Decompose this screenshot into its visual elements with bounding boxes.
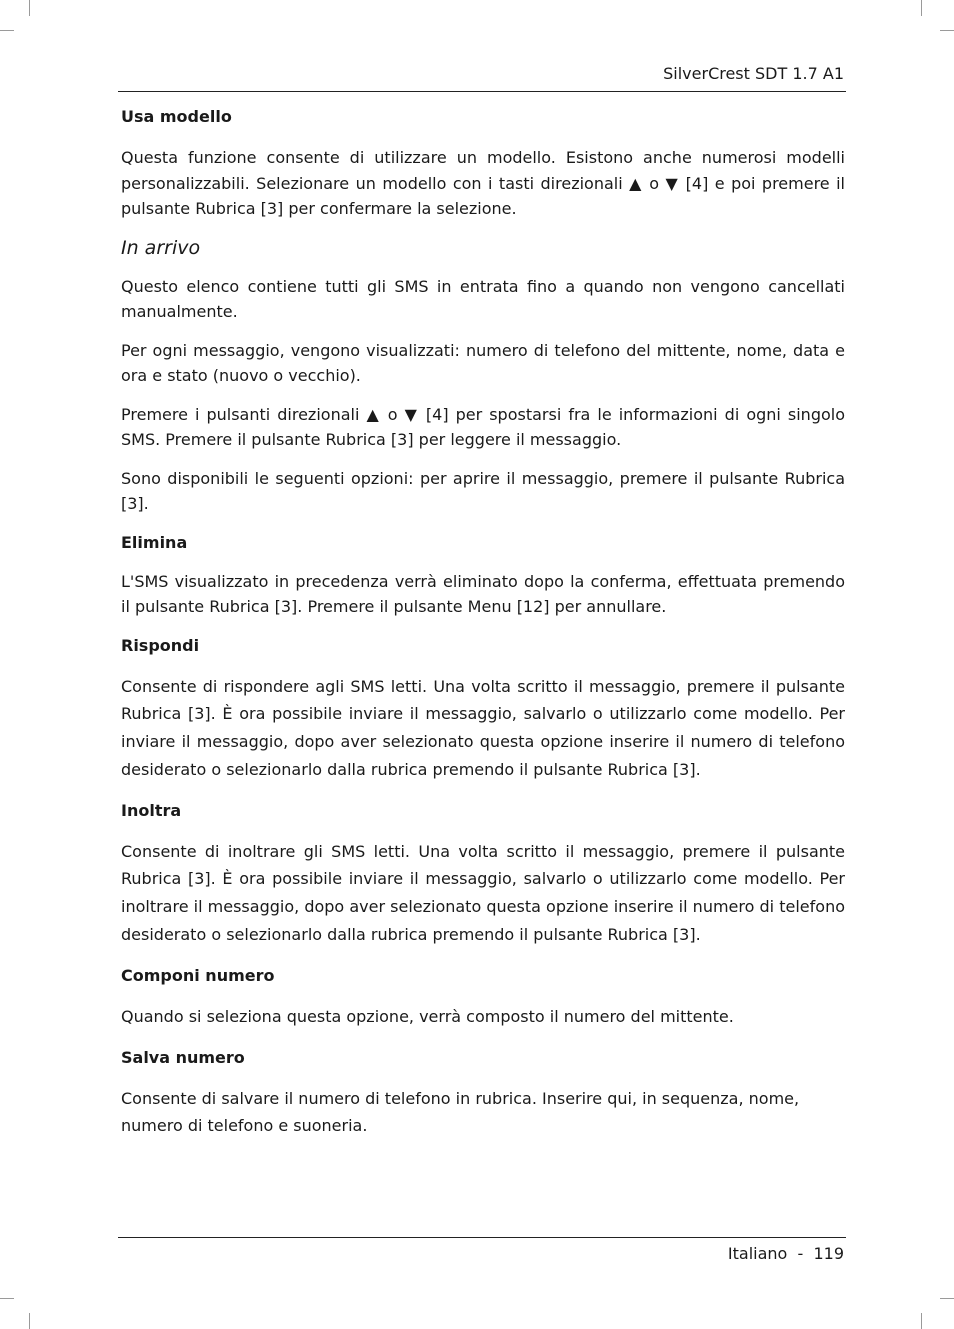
page-content	[121, 106, 845, 1140]
section-heading-elimina: Elimina	[121, 532, 188, 552]
section-title-in-arrivo: In arrivo	[121, 236, 201, 259]
paragraph: Sono disponibili le seguenti opzioni: per aprire il messaggio, premere il pulsante Rubrica [3].	[121, 468, 845, 513]
footer-separator: -	[797, 1244, 804, 1263]
section-heading-rispondi: Rispondi	[121, 635, 200, 655]
paragraph: Quando si seleziona questa opzione, verrà composto il numero del mittente.	[121, 1006, 734, 1026]
page-header-title: SilverCrest SDT 1.7 A1	[663, 64, 844, 83]
paragraph: Consente di inoltrare gli SMS letti. Una volta scritto il messaggio, premere il pulsante Rubrica [3]. È ora possibile inviare il messaggio, salvarlo o utilizzarlo come modello. Per inoltrare il messaggio, dopo aver selezionato questa opzione inserire il numero di telefono desiderato o selezionarlo dalla rubrica premendo il pulsante Rubrica [3].	[121, 841, 845, 945]
paragraph: Consente di rispondere agli SMS letti. Una volta scritto il messaggio, premere il pulsante Rubrica [3]. È ora possibile inviare il messaggio, salvarlo o utilizzarlo come modello. Per inviare il messaggio, dopo aver selezionato questa opzione inserire il numero di telefono desiderato o selezionarlo dalla rubrica premendo il pulsante Rubrica [3].	[121, 676, 845, 779]
paragraph: Premere i pulsanti direzionali ▲ o ▼ [4] per spostarsi fra le informazioni di ogni singolo SMS. Premere il pulsante Rubrica [3] per leggere il messaggio.	[121, 404, 845, 449]
crop-mark	[921, 1313, 922, 1329]
header-rule	[118, 91, 846, 92]
paragraph: L'SMS visualizzato in precedenza verrà eliminato dopo la conferma, effettuata premendo il pulsante Rubrica [3]. Premere il pulsante Menu [12] per annullare.	[121, 571, 845, 616]
page-footer	[728, 1244, 844, 1264]
footer-language: Italiano	[727, 1244, 788, 1263]
crop-mark	[0, 30, 14, 31]
paragraph: Questa funzione consente di utilizzare un modello. Esistono anche numerosi modelli personalizzabili. Selezionare un modello con i tasti direzionali ▲ o ▼ [4] e poi premere il pulsante Rubrica [3] per confermare la selezione.	[121, 148, 845, 218]
section-heading-usa-modello: Usa modello	[121, 107, 232, 126]
paragraph: Questo elenco contiene tutti gli SMS in entrata fino a quando non vengono cancellati manualmente.	[121, 276, 845, 321]
crop-mark	[940, 30, 954, 31]
crop-mark	[940, 1298, 954, 1299]
crop-mark	[29, 0, 30, 16]
section-heading-componi-numero: Componi numero	[121, 965, 275, 985]
page-number: 119	[813, 1244, 844, 1263]
crop-mark	[29, 1313, 30, 1329]
footer-rule	[118, 1237, 846, 1238]
section-heading-inoltra: Inoltra	[121, 800, 182, 820]
paragraph: Consente di salvare il numero di telefono in rubrica. Inserire qui, in sequenza, nome, numero di telefono e suoneria.	[121, 1088, 800, 1136]
crop-mark	[921, 0, 922, 16]
section-heading-salva-numero: Salva numero	[121, 1047, 245, 1067]
paragraph: Per ogni messaggio, vengono visualizzati: numero di telefono del mittente, nome, data e ora e stato (nuovo o vecchio).	[121, 340, 845, 385]
crop-mark	[0, 1298, 14, 1299]
